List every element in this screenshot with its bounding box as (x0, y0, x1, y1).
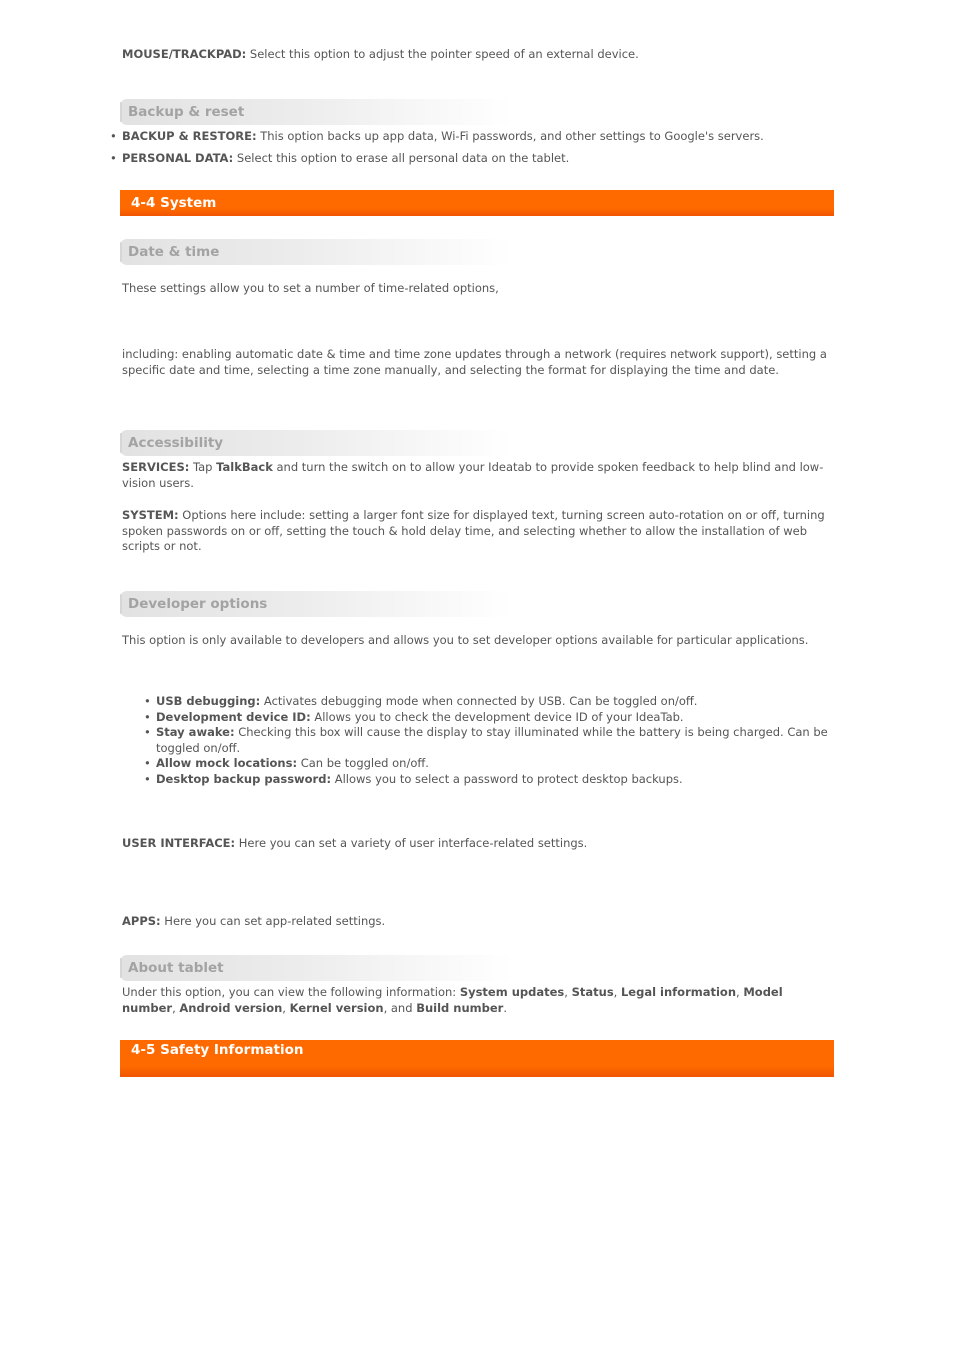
date-time-heading: Date & time (120, 239, 512, 265)
date-time-intro: These settings allow you to set a number of time-related options, (122, 281, 499, 295)
bullet-icon: • (144, 709, 151, 724)
list-item: • Stay awake: Checking this box will cause the display to stay illuminated while the battery is being charged. Can be toggled on/off. (144, 725, 828, 755)
bullet-icon: • (144, 694, 151, 708)
accessibility-services-text: SERVICES: Tap TalkBack and turn the switch on to allow your Ideatab to provide spoken feedback to help blind and low-vision users. (122, 460, 824, 490)
user-interface-text: USER INTERFACE: Here you can set a variety of user interface-related settings. (122, 836, 588, 850)
accessibility-heading: Accessibility (120, 430, 512, 456)
mouse-trackpad-text: MOUSE/TRACKPAD: Select this option to adjust the pointer speed of an external device. (122, 47, 639, 61)
bullet-icon: • (110, 151, 117, 165)
bullet-icon: • (144, 771, 151, 786)
list-item: • Development device ID: Allows you to check the development device ID of your IdeaTab. (144, 709, 684, 724)
list-item: • USB debugging: Activates debugging mode when connected by USB. Can be toggled on/off. (144, 694, 698, 708)
list-item: • Allow mock locations: Can be toggled on/off. (144, 756, 429, 770)
accessibility-system-text: SYSTEM: Options here include: setting a larger font size for displayed text, turning screen auto-rotation on or off, turning spoken passwords on or off, setting the touch & hold delay time, and selecting whether to allow the installation of web scripts or not. (122, 508, 825, 553)
bullet-icon: • (110, 129, 117, 143)
date-time-detail: including: enabling automatic date & time and time zone updates through a network (requires network support), setting a specific date and time, selecting a time zone manually, and selecting the format for displaying the time and date. (122, 347, 827, 377)
developer-intro: This option is only available to developers and allows you to set developer options available for particular applications. (122, 633, 809, 647)
developer-list (144, 694, 834, 787)
list-item: • Desktop backup password: Allows you to select a password to protect desktop backups. (144, 771, 683, 786)
backup-reset-heading: Backup & reset (120, 99, 512, 125)
backup-list (110, 129, 834, 173)
list-item: • PERSONAL DATA: Select this option to erase all personal data on the tablet. (110, 151, 570, 165)
developer-options-heading: Developer options (120, 591, 512, 617)
apps-text: APPS: Here you can set app-related settings. (122, 914, 386, 928)
list-item: • BACKUP & RESTORE: This option backs up app data, Wi-Fi passwords, and other settings to Google's servers. (110, 129, 764, 143)
bullet-icon: • (144, 725, 151, 739)
bullet-icon: • (144, 756, 151, 770)
section-bar-system: 4-4 System (120, 190, 834, 216)
about-tablet-text: Under this option, you can view the following information: System updates, Status, Legal information, Model number, Android version, Kernel version, and Build number. (122, 985, 783, 1015)
section-bar-safety-information: 4-5 Safety Information (120, 1040, 834, 1077)
about-tablet-heading: About tablet (120, 955, 512, 981)
